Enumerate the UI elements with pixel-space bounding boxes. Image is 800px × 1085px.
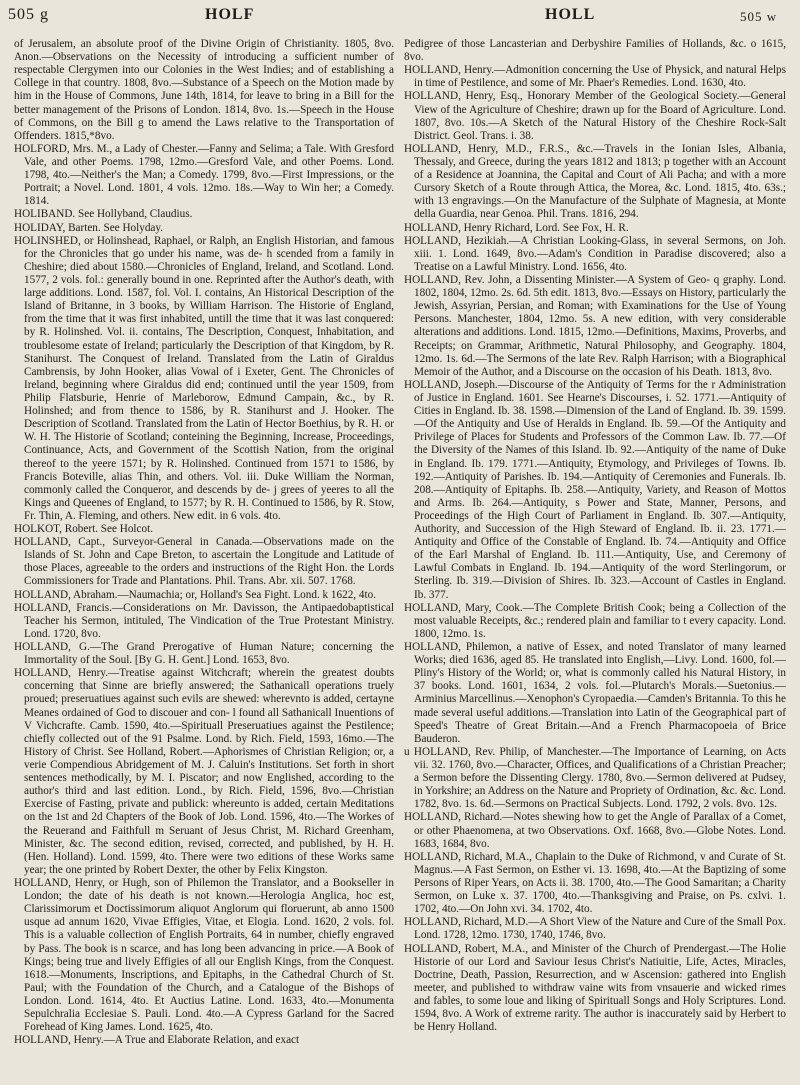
entry: HOLLAND, Rev. John, a Dissenting Minister.—A System of Geo- q graphy. Lond. 1802, 1804, 12mo. 2s. 6d. 5th edit. 1813, 8vo.—Essays on History, particularly the Jewish, Assyrian, Persian, and Roman; with Examinations for the Use of Young Persons. Manchester, 1804, 12mo. 5s. A new edition, with very considerable alterations and additions. Lond. 1815, 12mo.—Definitions, Maxims, Proverbs, and Receipts; on Grammar, Arithmetic, Natural Philosophy, and Geography. 1804, 12mo. 1s. 6d.—The Sermons of the late Rev. Ralph Harrison; with a Biographical Memoir of the Author, and a Discourse on the occasion of his Death. 1813, 8vo. bbox=[404, 273, 786, 378]
right-page-number: 505 w bbox=[740, 9, 778, 24]
entry: HOLLAND, Henry Richard, Lord. See Fox, H. R. bbox=[404, 221, 629, 234]
entry: HOLLAND, Henry.—Admonition concerning the Use of Physick, and natural Helps in time of Pestilence, and some of Mr. Phaer's Remedies. Lond. 1630, 4to. bbox=[404, 64, 786, 90]
entry: HOLLAND, Henry, or Hugh, son of Philemon the Translator, and a Bookseller in London; the date of his death is not known.—Herologia Anglica, hoc est, Clarissimorum et Doctissimorum aliquot Anglorum qui floruerunt, ab anno 1500 usque ad annum 1620, Vivae Effigies, Vitae, et Elogia. Lond. 1620, 2 vols. fol. This is a valuable collection of English Portraits, 64 in number, chiefly engraved by Pass. The book is n scarce, and has long been advancing in price.—A Book of Kings; being true and lively Effigies of all our English Kings, from the Conquest. 1618.—Monuments, Inscriptions, and Epitaphs, in the Cathedral Church of St. Paul; with the Foundation of the Church, and a Catalogue of the Bishops of London. Lond. 1614, 4to. Et Auctius Latine. Lond. 1633, 4to.—Monumenta Sepulchralia Ecclesiae S. Pauli. Lond. 4to.—A Cypress Garland for the Sacred Forehead of King James. Lond. 1625, 4to. bbox=[14, 877, 394, 1034]
entry: HOLLAND, Mary, Cook.—The Complete British Cook; being a Collection of the most valuable Receipts, &c.; rendered plain and familiar to t every capacity. Lond. 1800, 12mo. 1s. bbox=[404, 601, 786, 640]
running-header bbox=[0, 6, 800, 32]
entry: u HOLLAND, Rev. Philip, of Manchester.—The Importance of Learning, on Acts vii. 32. 1760, 8vo.—Character, Offices, and Qualifications of a Christian Preacher; a Sermon before the Dissenting Clergy. 1780, 8vo.—Sermon delivered at Pudsey, in Yorkshire; an Address on the Nature and Propriety of Ordination, &c. &c. Lond. 1782, 8vo. 1s. 6d.—Sermons on Practical Subjects. Lond. 1792, 2 vols. 8vo. 12s. bbox=[404, 745, 786, 811]
entry: HOLINSHED, or Holinshead, Raphael, or Ralph, an English Historian, and famous for the Chronicles that go under his name, was de- h scended from a family in Cheshire; died about 1580.—Chronicles of England, Ireland, and Scotland. Lond. 1577, 2 vols. fol.: generally bound in one. Reprinted after the Author's death, with large additions. Lond. 1587, fol. Vol. I. contains, An Historical Description of the Island of Britanne, in 3 books, by William Harrison. The Historie of England, from the time that it was first inhabited, untill the time that it was last conquered: by R. Holinshed. Vol. ii. contains, The Description, Conquest, Inhabitation, and troublesome estate of Ireland; particularly the Description of that Kingdom, by R. Stanihurst. The Conquest of Ireland. Translated from the Latin of Giraldus Cambrensis, by John Hooker, alias Vowal of i Exeter, Gent. The Chronicles of Ireland, beginning where Giraldus did end; continued until the year 1509, from Philip Flatsburie, Henrie of Marleborow, Edmund Campain, &c., by R. Holinshed; and from thence to 1586, by R. Stanihurst and J. Hooker. The Description of Scotland. Translated from the Latin of Hector Boethius, by R. H. or W. H. The Historie of Scotland; conteining the Beginning, Increase, Proceedings, Continuance, Acts, and Government of the Scottish Nation, from the original thereof to the yeere 1571; by R. Holinshed. Continued from 1571 to 1586, by Francis Boteville, alias Thin, and others. Vol. iii. Duke William the Norman, commonly called the Conqueror, and descends by de- j grees of yeeres to all the Kings and Queenes of England, to 1577; by R. H. Continued to 1586, by R. Stow, Fr. Thin, A. Fleming, and others. New edit. in 6 vols. 4to. bbox=[14, 234, 394, 522]
entry: HOLLAND, Robert, M.A., and Minister of the Church of Prendergast.—The Holie Historie of our Lord and Saviour Iesus Christ's Natiuitie, Life, Actes, Miracles, Doctrine, Death, Passion, Resurrection, and w Ascension: gathered into English meeter, and published to withdraw vaine wits from vnsauerie and wicked rimes and fables, to some loue and liking of Spirituall Songs and Holy Scriptures. Lond. 1594, 8vo. A Work of extreme rarity. The author is inaccurately said by Herbert to be Henry Holland. bbox=[404, 942, 786, 1034]
entry: HOLLAND, Henry, Esq., Honorary Member of the Geological Society.—General View of the Agriculture of Cheshire; drawn up for the Board of Agriculture. Lond. 1807, 8vo. 10s.—A Sketch of the Natural History of the Cheshire Rock-Salt District. Geol. Trans. i. 38. bbox=[404, 90, 786, 142]
entry: HOLLAND, Henry, M.D., F.R.S., &c.—Travels in the Ionian Isles, Albania, Thessaly, and Greece, during the years 1812 and 1813; p together with an Account of a Residence at Joannina, the Capital and Court of Ali Pacha; and with a more Cursory Sketch of a Route through Attica, the Morea, &c. Lond. 1815, 4to. 63s.; with 13 engravings.—On the Manufacture of the Sulphate of Magnesia, at Monte della Guardia, near Genoa. Phil. Trans. 1816, 294. bbox=[404, 142, 786, 221]
left-running-title: HOLF bbox=[205, 6, 255, 23]
right-column bbox=[404, 38, 786, 1078]
entry: HOLLAND, Joseph.—Discourse of the Antiquity of Terms for the r Administration of Justice in England. 1601. See Hearne's Discourses, i. 52. 1771.—Antiquity of Cities in England. Ib. 38. 1598.—Dimension of the Land of England. Ib. 39. 1599.—Of the Antiquity and Use of Heralds in England. Ib. 59.—Of the Antiquity and Privilege of Places for Students and Professors of the Common Law. Ib. 77.—Of the Diversity of the Names of this Island. Ib. 92.—Antiquity of the name of Duke in England. Ib. 179. 1771.—Antiquity, Etymology, and Privileges of Towns. Ib. 192.—Antiquity of Parishes. Ib. 194.—Antiquity of Ceremonies and Funerals. Ib. 208.—Antiquity of Epitaphs. Ib. 258.—Antiquity, Variety, and Reason of Mottos and Arms. Ib. 264.—Antiquity, s Power and State, Manner, Persons, and Proceedings of the High Court of Parliament in England. Ib. 307.—Antiquity, Authority, and Succession of the High Steward of England. Ib. ii. 23. 1771.—Antiquity and Office of the Constable of England. Ib. 74.—Antiquity and Office of the Earl Marshal of England. Ib. 111.—Antiquity, Use, and Ceremony of Lawful Combats in England. Ib. 194.—Antiquity of the word Sterlingorum, or Sterling. Ib. 319.—Division of Shires. Ib. 323.—Account of Castles in England. Ib. 377. bbox=[404, 378, 786, 601]
entry: HOLLAND, Richard, M.D.—A Short View of the Nature and Cure of the Small Pox. Lond. 1728, 12mo. 1730, 1740, 1746, 8vo. bbox=[404, 916, 786, 942]
entry: HOLIBAND. See Hollyband, Claudius. bbox=[14, 208, 193, 221]
entry: HOLLAND, Henry.—A True and Elaborate Relation, and exact bbox=[14, 1034, 300, 1047]
entry: HOLKOT, Robert. See Holcot. bbox=[14, 523, 153, 536]
entry: HOLIDAY, Barten. See Holyday. bbox=[14, 221, 164, 234]
entry: HOLLAND, Hezikiah.—A Christian Looking-Glass, in several Sermons, on Joh. xiii. 1. Lond. 1649, 8vo.—Adam's Condition in Paradise discovered; also a Treatise on a Lawful Ministry. Lond. 1656, 4to. bbox=[404, 234, 786, 273]
entry: HOLLAND, Richard.—Notes shewing how to get the Angle of Parallax of a Comet, or other Phaenomena, at two Observations. Oxf. 1668, 8vo.—Globe Notes. Lond. 1683, 1684, 8vo. bbox=[404, 811, 786, 850]
entry: of Jerusalem, an absolute proof of the Divine Origin of Christianity. 1805, 8vo. Anon.—Observations on the Necessity of introducing a sufficient number of respectable Clergymen into our Colonies in the West Indies; and of establishing a College in that country. 1808, 8vo.—Substance of a Speech on the Motion made by him in the House of Commons, June 14th, 1814, for leave to bring in a Bill for the better management of the Prisons of London. 1814, 8vo. 1s.—Speech in the House of Commons, on the Bill g to amend the Laws relative to the Transportation of Offenders. 1815,*8vo. bbox=[14, 38, 394, 142]
entry: HOLLAND, Henry.—Treatise against Witchcraft; wherein the greatest doubts concerning that Sinne are briefly answered; the Sathanicall operations truely proued; preseruatiues against such evils are shewed: wherevnto is added, certayne Meanes ordained of God to discouer and con- l found all Sathanicall Inuentions of V Vichcrafte. Camb. 1590, 4to.—Spirituall Preseruatiues against the Pestilence; chiefly collected out of the 91 Psalme. Lond. by Rich. Field, 1593, 16mo.—The History of Christ. See Holland, Robert.—Aphorismes of Christian Religion; or, a verie Compendious Abridgement of M. J. Caluin's Institutions. Set forth in short sentences methodically, by M. I. Piscator; and now Englished, according to the author's third and last edition. Lond., by Rich. Field, 1596, 8vo.—Christian Exercise of Fasting, private and publick: whereunto is added, certain Meditations on the 1st and 2d Chapters of the Book of Job. Lond. 1596, 4to.—The Workes of the Reuerand and Faithfull m Seruant of Jesus Christ, M. Richard Greenham, Minister, &c. The second edition, revised, corrected, and published, by H. H. (Hen. Holland). Lond. 1599, 4to. There were two editions of these Works same year; the one printed by Robert Dexter, the other by Felix Kingston. bbox=[14, 667, 394, 876]
entry: HOLLAND, Philemon, a native of Essex, and noted Translator of many learned Works; died 1636, aged 85. He translated into English,—Livy. Lond. 1600, fol.—Pliny's History of the World; or, what is commonly called his Natural History, in 37 books. Lond. 1601, 1634, 2 vols. fol.—Plutarch's Morals.—Suetonius.—Arminius Marcellinus.—Xenophon's Cyropaedia.—Camden's Britannia. To this he made several useful additions.—Translation into Latin of the Geographical part of Speed's Theatre of Great Britain.—And a French Pharmacopoeia of Brice Bauderon. bbox=[404, 641, 786, 745]
entry: HOLLAND, Abraham.—Naumachia; or, Holland's Sea Fight. Lond. k 1622, 4to. bbox=[14, 588, 376, 601]
entry: HOLFORD, Mrs. M., a Lady of Chester.—Fanny and Selima; a Tale. With Gresford Vale, and other Poems. 1798, 12mo.—Gresford Vale, and other Poems. Lond. 1798, 4to.—Neither's the Man; a Comedy. 1799, 8vo.—First Impressions, or the Portrait; a Novel. Lond. 1801, 4 vols. 12mo. 18s.—Way to Win her; a Comedy. 1814. bbox=[14, 142, 394, 208]
left-column bbox=[14, 38, 394, 1078]
entry: Pedigree of those Lancasterian and Derbyshire Families of Hollands, &c. o 1615, 8vo. bbox=[404, 38, 786, 64]
left-page-number: 505 g bbox=[8, 6, 49, 23]
entry: HOLLAND, Richard, M.A., Chaplain to the Duke of Richmond, v and Curate of St. Magnus.—A Fast Sermon, on Esther vi. 13. 1698, 4to.—At the Baptizing of some Persons of Riper Years, on Acts ii. 38. 1700, 4to.—The Good Samaritan; a Charity Sermon, on Luke x. 37. 1700, 4to.—Thanksgiving and Praise, on Ps. cxlvi. 1. 1702, 4to.—On John xvi. 34. 1702, 4to. bbox=[404, 850, 786, 916]
entry: HOLLAND, Capt., Surveyor-General in Canada.—Observations made on the Islands of St. John and Cape Breton, to ascertain the Longitude and Latitude of those Places, agreeable to the orders and instructions of the Right Hon. the Lords Commissioners for Trade and Plantations. Phil. Trans. Abr. xii. 507. 1768. bbox=[14, 536, 394, 588]
entry: HOLLAND, G.—The Grand Prerogative of Human Nature; concerning the Immortality of the Soul. [By G. H. Gent.] Lond. 1653, 8vo. bbox=[14, 641, 394, 667]
entry: HOLLAND, Francis.—Considerations on Mr. Davisson, the Antipaedobaptistical Teacher his Sermon, intituled, The Vindication of the True Protestant Ministry. Lond. 1720, 8vo. bbox=[14, 601, 394, 640]
right-running-title: HOLL bbox=[545, 6, 596, 23]
